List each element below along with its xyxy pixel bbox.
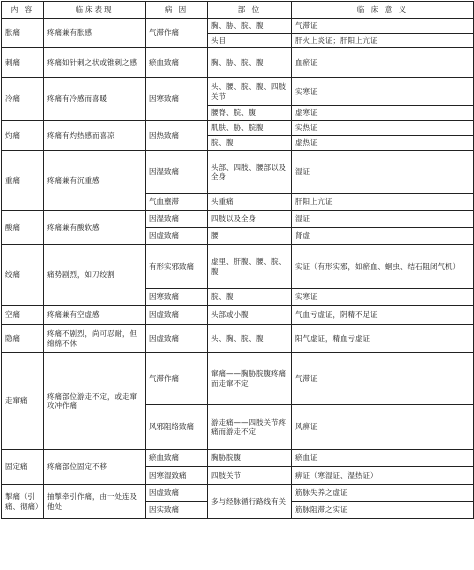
pain-type-cell: 固定痛 xyxy=(2,450,44,485)
pain-type-cell: 重痛 xyxy=(2,151,44,211)
location-cell: 头目 xyxy=(208,34,292,48)
table-row xyxy=(2,78,474,106)
cause-cell: 因热致痛 xyxy=(146,121,208,151)
location-cell: 胸、胁、脘、腹 xyxy=(208,19,292,34)
cause-cell: 瘀血致痛 xyxy=(146,48,208,78)
pain-type-cell: 冷痛 xyxy=(2,78,44,121)
table-body xyxy=(2,19,474,519)
manifestation-cell: 疼痛兼有空虚感 xyxy=(44,306,146,325)
cause-cell: 因虚致痛 xyxy=(146,228,208,245)
table-row xyxy=(2,211,474,228)
header-clinical-manifestation: 临床表现 xyxy=(44,2,146,19)
significance-cell: 风痹证 xyxy=(292,405,474,450)
significance-cell: 肝火上炎证；肝阳上亢证 xyxy=(292,34,474,48)
table-row xyxy=(2,151,474,194)
table-row xyxy=(2,306,474,325)
cause-cell: 因寒致痛 xyxy=(146,289,208,306)
cause-cell: 风邪阻络致痛 xyxy=(146,405,208,450)
significance-cell: 气血亏虚证，阴精不足证 xyxy=(292,306,474,325)
manifestation-cell: 疼痛部位固定不移 xyxy=(44,450,146,485)
manifestation-cell: 疼痛兼有胀感 xyxy=(44,19,146,48)
location-cell: 游走痛——四肢关节疼痛而游走不定 xyxy=(208,405,292,450)
pain-type-cell: 胀痛 xyxy=(2,19,44,48)
pain-type-cell: 绞痛 xyxy=(2,245,44,306)
cause-cell: 因湿致痛 xyxy=(146,151,208,194)
location-cell: 头部、四肢、腰部以及全身 xyxy=(208,151,292,194)
significance-cell: 实热证 xyxy=(292,121,474,136)
cause-cell: 因虚致痛 xyxy=(146,306,208,325)
significance-cell: 实寒证 xyxy=(292,289,474,306)
header-content: 内 容 xyxy=(2,2,44,19)
cause-cell: 瘀血致痛 xyxy=(146,450,208,467)
table-row xyxy=(2,485,474,502)
manifestation-cell: 疼痛部位游走不定，或走窜攻冲作痛 xyxy=(44,353,146,450)
table-row xyxy=(2,325,474,353)
header-row xyxy=(2,2,474,19)
cause-cell: 因寒致痛 xyxy=(146,78,208,121)
location-cell: 多与经脉循行路线有关 xyxy=(208,485,292,519)
significance-cell: 筋脉失养之虚证 xyxy=(292,485,474,502)
location-cell: 脘、腹 xyxy=(208,289,292,306)
table-row xyxy=(2,19,474,34)
pain-type-cell: 走窜痛 xyxy=(2,353,44,450)
significance-cell: 肝阳上亢证 xyxy=(292,194,474,211)
significance-cell: 筋脉阻滞之实证 xyxy=(292,502,474,519)
pain-characteristics-table xyxy=(1,1,474,519)
cause-cell: 因虚致痛 xyxy=(146,485,208,502)
location-cell: 头部或小腹 xyxy=(208,306,292,325)
significance-cell: 肾虚 xyxy=(292,228,474,245)
significance-cell: 痹证（寒湿证、湿热证） xyxy=(292,467,474,485)
location-cell: 脘、腹 xyxy=(208,136,292,151)
manifestation-cell: 疼痛有灼热感而喜凉 xyxy=(44,121,146,151)
table-row xyxy=(2,121,474,136)
location-cell: 腰脊、脘、腹 xyxy=(208,106,292,121)
table-row xyxy=(2,48,474,78)
manifestation-cell: 疼痛兼有沉重感 xyxy=(44,151,146,211)
significance-cell: 瘀血证 xyxy=(292,450,474,467)
manifestation-cell: 疼痛不剧烈，尚可忍耐，但绵绵不休 xyxy=(44,325,146,353)
location-cell: 四肢关节 xyxy=(208,467,292,485)
pain-type-cell: 隐痛 xyxy=(2,325,44,353)
cause-cell: 气滞作痛 xyxy=(146,19,208,48)
header-clinical-significance: 临 床 意 义 xyxy=(292,2,474,19)
significance-cell: 实证（有形实邪，如瘀血、蛔虫、结石阻闭气机） xyxy=(292,245,474,289)
manifestation-cell: 疼痛如针刺之状或锥刺之感 xyxy=(44,48,146,78)
cause-cell: 因虚致痛 xyxy=(146,325,208,353)
location-cell: 胸、胁、脘、腹 xyxy=(208,48,292,78)
manifestation-cell: 疼痛兼有酸软感 xyxy=(44,211,146,245)
pain-type-cell: 酸痛 xyxy=(2,211,44,245)
cause-cell: 有形实邪致痛 xyxy=(146,245,208,289)
significance-cell: 气滞证 xyxy=(292,19,474,34)
cause-cell: 因实致痛 xyxy=(146,502,208,519)
significance-cell: 阳气虚证，精血亏虚证 xyxy=(292,325,474,353)
significance-cell: 实寒证 xyxy=(292,78,474,106)
location-cell: 虚里、肝腹、腰、脘、腹 xyxy=(208,245,292,289)
manifestation-cell: 抽掣牵引作痛，由一处连及他处 xyxy=(44,485,146,519)
location-cell: 头、胸、脘、腹 xyxy=(208,325,292,353)
location-cell: 四肢以及全身 xyxy=(208,211,292,228)
pain-type-cell: 掣痛（引痛、彻痛） xyxy=(2,485,44,519)
cause-cell: 因寒湿致痛 xyxy=(146,467,208,485)
manifestation-cell: 痛势剧烈，如刀绞割 xyxy=(44,245,146,306)
pain-type-cell: 空痛 xyxy=(2,306,44,325)
manifestation-cell: 疼痛有冷感而喜暖 xyxy=(44,78,146,121)
cause-cell: 气滞作痛 xyxy=(146,353,208,405)
location-cell: 头、腰、脘、腹、四肢关节 xyxy=(208,78,292,106)
significance-cell: 湿证 xyxy=(292,151,474,194)
significance-cell: 血瘀证 xyxy=(292,48,474,78)
location-cell: 肌肤、胁、脘腹 xyxy=(208,121,292,136)
table-row xyxy=(2,450,474,467)
significance-cell: 湿证 xyxy=(292,211,474,228)
table-row xyxy=(2,245,474,289)
location-cell: 窜痛——胸胁脘腹疼痛而走窜不定 xyxy=(208,353,292,405)
location-cell: 头重痛 xyxy=(208,194,292,211)
significance-cell: 气滞证 xyxy=(292,353,474,405)
significance-cell: 虚热证 xyxy=(292,136,474,151)
location-cell: 胸胁脘腹 xyxy=(208,450,292,467)
significance-cell: 虚寒证 xyxy=(292,106,474,121)
header-location: 部 位 xyxy=(208,2,292,19)
pain-type-cell: 灼痛 xyxy=(2,121,44,151)
cause-cell: 气血壅滞 xyxy=(146,194,208,211)
header-cause: 病 因 xyxy=(146,2,208,19)
location-cell: 腰 xyxy=(208,228,292,245)
cause-cell: 因湿致痛 xyxy=(146,211,208,228)
table-row xyxy=(2,353,474,405)
pain-type-cell: 刺痛 xyxy=(2,48,44,78)
